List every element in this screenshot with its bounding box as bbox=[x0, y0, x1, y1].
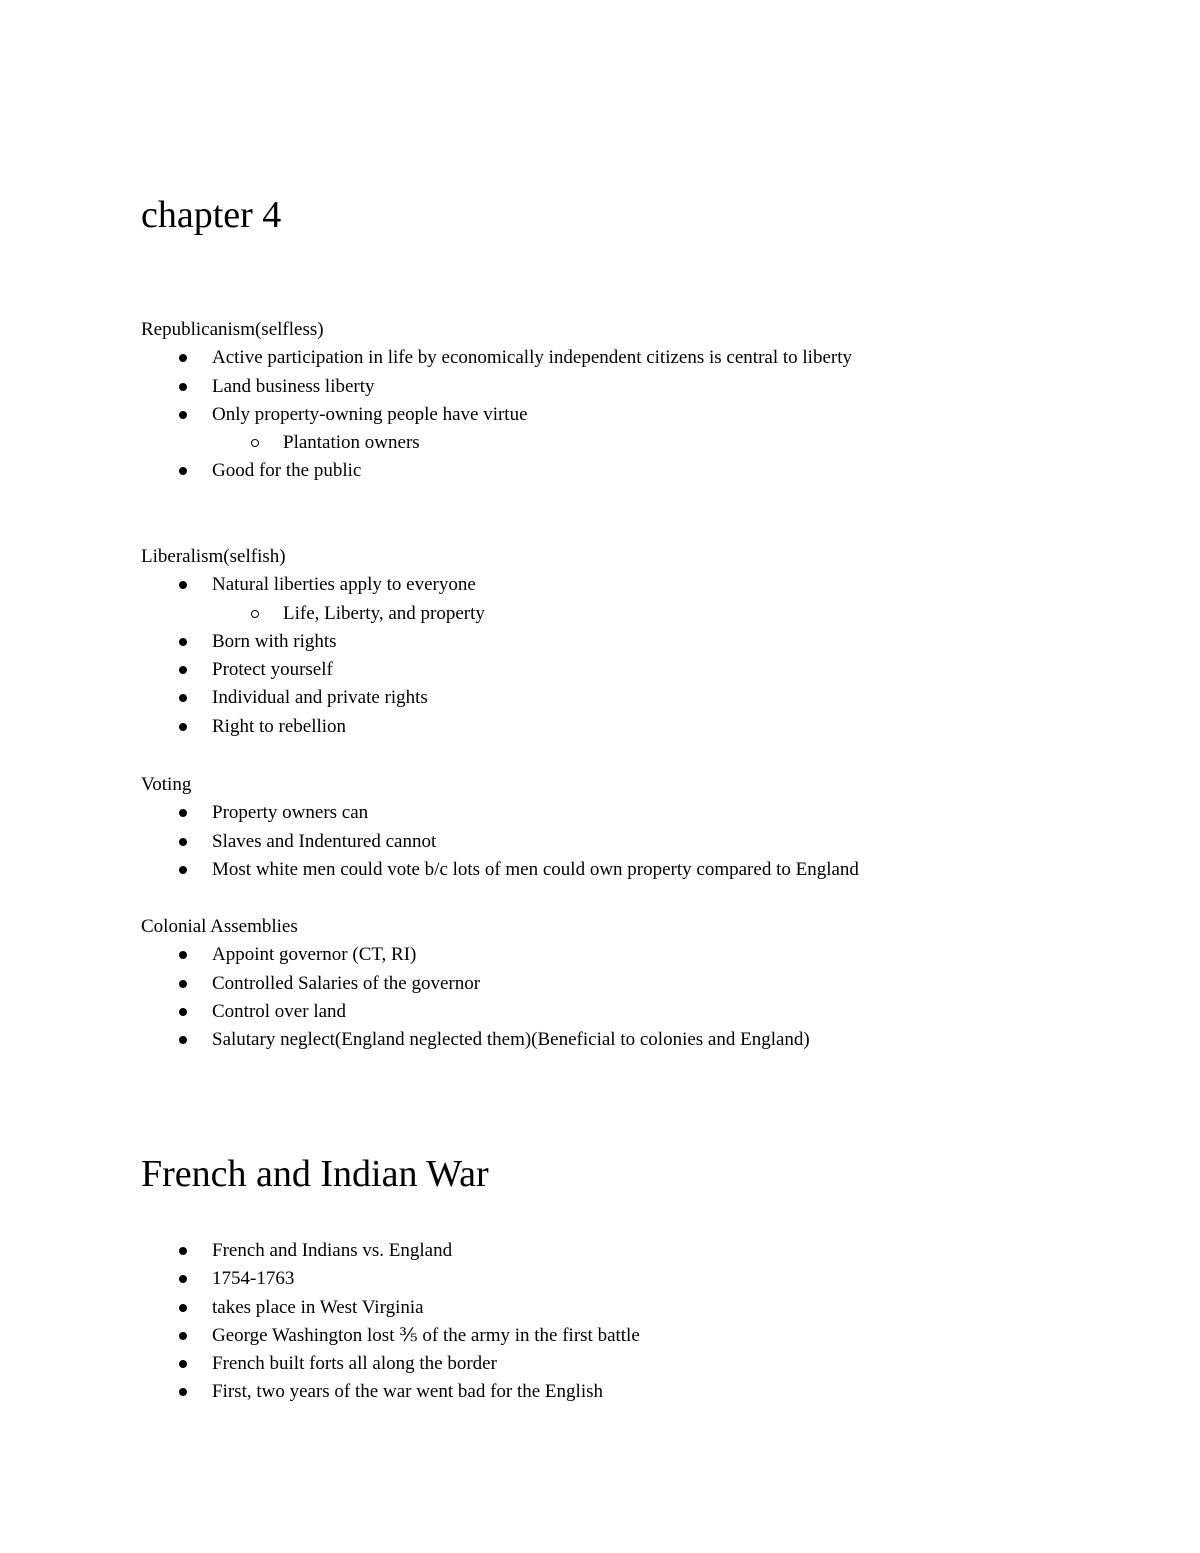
list-item bbox=[141, 799, 1141, 827]
bullet-icon bbox=[179, 838, 187, 846]
list-item-text: French built forts all along the border bbox=[212, 1353, 497, 1375]
list-item-text: 1754-1763 bbox=[212, 1268, 295, 1290]
list-item bbox=[141, 1237, 1141, 1265]
hollow-bullet-icon bbox=[251, 610, 259, 618]
bullet-icon bbox=[179, 1036, 187, 1044]
section-heading: Liberalism(selfish) bbox=[141, 546, 286, 567]
sub-list-item bbox=[141, 429, 1141, 457]
page-title: chapter 4 bbox=[141, 194, 282, 236]
hollow-bullet-icon bbox=[251, 439, 259, 447]
list-item-text: Land business liberty bbox=[212, 375, 375, 397]
bullet-icon bbox=[179, 723, 187, 731]
list-item bbox=[141, 344, 1141, 372]
bullet-icon bbox=[179, 866, 187, 874]
list-item-text: Most white men could vote b/c lots of men could own property compared to England bbox=[212, 858, 859, 880]
list-item bbox=[141, 571, 1141, 599]
list-item bbox=[141, 457, 1141, 485]
section-heading: Voting bbox=[141, 774, 192, 795]
section-title-french-indian-war: French and Indian War bbox=[141, 1153, 489, 1195]
list-item bbox=[141, 684, 1141, 712]
list-item bbox=[141, 1294, 1141, 1322]
bullet-icon bbox=[179, 383, 187, 391]
bullet-icon bbox=[179, 581, 187, 589]
bullet-icon bbox=[179, 1360, 187, 1368]
list-item bbox=[141, 1378, 1141, 1406]
list-item bbox=[141, 998, 1141, 1026]
list-item-text: Individual and private rights bbox=[212, 687, 428, 709]
bullet-icon bbox=[179, 694, 187, 702]
list-item-text: French and Indians vs. England bbox=[212, 1240, 453, 1261]
sub-list-item bbox=[141, 600, 1141, 628]
section-voting bbox=[141, 771, 1141, 884]
bullet-icon bbox=[179, 1275, 187, 1283]
list-item bbox=[141, 401, 1141, 429]
list-item-text: Active participation in life by economically independent citizens is central to liberty bbox=[212, 347, 852, 369]
list-item-text: Protect yourself bbox=[212, 659, 333, 681]
list-item-text: Control over land bbox=[212, 1000, 347, 1022]
section-liberalism bbox=[141, 543, 1141, 741]
list-item-text: Property owners can bbox=[212, 802, 369, 824]
bullet-icon bbox=[179, 980, 187, 988]
list-item-text: Good for the public bbox=[212, 460, 362, 482]
list-item-text: Natural liberties apply to everyone bbox=[212, 574, 476, 596]
list-item bbox=[141, 1322, 1141, 1350]
bullet-list bbox=[141, 1237, 1141, 1407]
list-item bbox=[141, 1265, 1141, 1293]
bullet-list bbox=[141, 941, 1141, 1054]
list-item-text: Plantation owners bbox=[283, 432, 420, 454]
list-item-text: takes place in West Virginia bbox=[212, 1296, 424, 1318]
bullet-icon bbox=[179, 1008, 187, 1016]
bullet-icon bbox=[179, 809, 187, 817]
bullet-icon bbox=[179, 951, 187, 959]
bullet-icon bbox=[179, 467, 187, 475]
list-item-text: Slaves and Indentured cannot bbox=[212, 830, 437, 852]
list-item bbox=[141, 970, 1141, 998]
list-item-text: Salutary neglect(England neglected them)(Beneficial to colonies and England) bbox=[212, 1029, 810, 1051]
section-french-indian-war bbox=[141, 1237, 1141, 1407]
section-heading: Colonial Assemblies bbox=[141, 916, 298, 937]
bullet-icon bbox=[179, 354, 187, 362]
list-item bbox=[141, 1026, 1141, 1054]
list-item bbox=[141, 373, 1141, 401]
list-item-text: Life, Liberty, and property bbox=[283, 602, 485, 624]
list-item-text: Only property-owning people have virtue bbox=[212, 403, 528, 425]
section-heading: Republicanism(selfless) bbox=[141, 319, 324, 340]
list-item bbox=[141, 856, 1141, 884]
bullet-icon bbox=[179, 638, 187, 646]
list-item bbox=[141, 828, 1141, 856]
list-item-text: Appoint governor (CT, RI) bbox=[212, 944, 417, 966]
bullet-icon bbox=[179, 666, 187, 674]
list-item bbox=[141, 1350, 1141, 1378]
bullet-icon bbox=[179, 1304, 187, 1312]
list-item-text: Born with rights bbox=[212, 630, 337, 652]
list-item-text: Controlled Salaries of the governor bbox=[212, 972, 481, 994]
bullet-list bbox=[141, 344, 1141, 485]
list-item bbox=[141, 941, 1141, 969]
bullet-icon bbox=[179, 1388, 187, 1396]
bullet-icon bbox=[179, 411, 187, 419]
section-republicanism bbox=[141, 316, 1141, 486]
list-item-text: Right to rebellion bbox=[212, 715, 347, 737]
bullet-icon bbox=[179, 1247, 187, 1255]
section-colonial-assemblies bbox=[141, 913, 1141, 1054]
list-item bbox=[141, 656, 1141, 684]
list-item bbox=[141, 713, 1141, 741]
bullet-list bbox=[141, 571, 1141, 741]
list-item-text: George Washington lost ⅗ of the army in the first battle bbox=[212, 1324, 640, 1346]
list-item bbox=[141, 628, 1141, 656]
bullet-icon bbox=[179, 1332, 187, 1340]
list-item-text: First, two years of the war went bad for the English bbox=[212, 1381, 603, 1403]
bullet-list bbox=[141, 799, 1141, 884]
